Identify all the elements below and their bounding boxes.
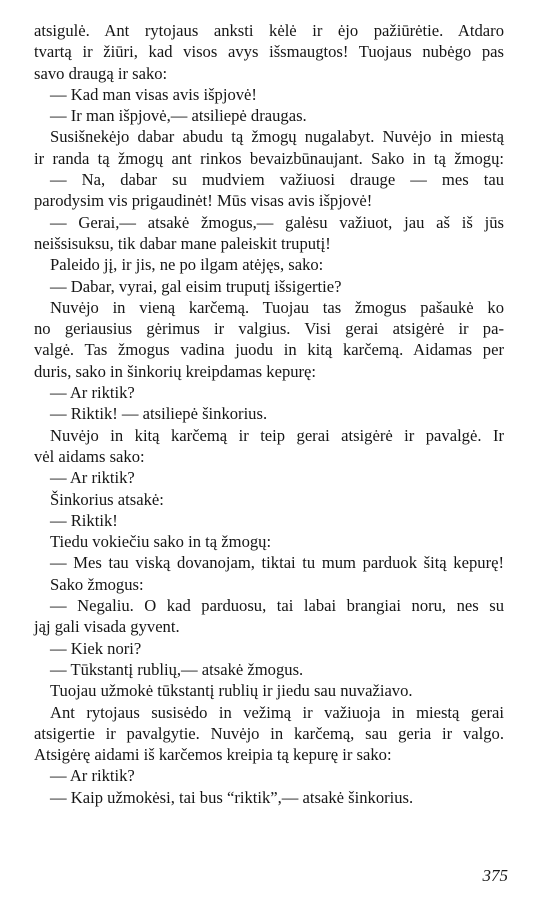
text-line: Nuvėjo in vieną karčemą. Tuojau tas žmogus pašaukė ko	[50, 297, 504, 317]
text-line: ir randa tą žmogų ant rinkos bevaizbūnaujant. Sako in tą žmogų:	[34, 148, 504, 168]
text-line: Sako žmogus:	[50, 574, 144, 594]
text-line: — Kiek nori?	[50, 638, 142, 658]
text-line: valgė. Tas žmogus vadina juodu in kitą karčemą. Aidamas per	[34, 340, 504, 360]
text-line: — Gerai,— atsakė žmogus,— galėsu važiuot, jau aš iš jūs	[50, 212, 504, 232]
text-line: — Riktik!	[50, 510, 118, 530]
text-line: Susišnekėjo dabar abudu tą žmogų nugalabyt. Nuvėjo in miestą	[50, 127, 504, 147]
text-line: vėl aidams sako:	[34, 446, 145, 466]
text-line: — Ar riktik?	[50, 383, 135, 403]
text-line: Ant rytojaus susisėdo in vežimą ir važiuoja in miestą gerai	[50, 702, 504, 722]
text-line: — Dabar, vyrai, gal eisim truputį išsigertie?	[50, 276, 342, 296]
text-line: atsigulė. Ant rytojaus anksti kėlė ir ėjo pažiūrėtie. Atdaro	[34, 21, 504, 40]
text-line: — Ir man išpjovė,— atsiliepė draugas.	[50, 106, 307, 126]
text-line: Tuojau užmokė tūkstantį rublių ir jiedu sau nuvažiavo.	[50, 681, 413, 701]
text-line: Atsigėrę aidami iš karčemos kreipia tą kepurę ir sako:	[34, 745, 392, 765]
page-number: 375	[482, 866, 508, 885]
text-line: savo draugą ir sako:	[34, 63, 168, 83]
text-line: tvartą ir žiūri, kad visos avys išsmaugtos! Tuojaus nubėgo pas	[34, 42, 504, 62]
text-line: — Negaliu. O kad parduosu, tai labai brangiai noru, nes su	[50, 596, 504, 616]
text-line: — Kad man visas avis išpjovė!	[50, 84, 257, 104]
text-line: Šinkorius atsakė:	[50, 489, 164, 509]
text-line: — Na, dabar su mudviem važiuosi drauge — mes tau	[50, 170, 504, 190]
text-line: — Ar riktik?	[50, 468, 135, 488]
text-line: — Ar riktik?	[50, 766, 135, 786]
text-line: neišsisuksu, tik dabar mane paleiskit truputį!	[34, 233, 331, 253]
text-line: parodysim vis prigaudinėt! Mūs visas avis išpjovė!	[34, 191, 373, 211]
text-line: duris, sako in šinkorių kreipdamas kepurę:	[34, 361, 317, 381]
text-line: — Tūkstantį rublių,— atsakė žmogus.	[50, 659, 304, 679]
text-line: atsigertie ir pavalgytie. Nuvėjo in karčemą, sau geria ir valgo.	[34, 723, 504, 743]
text-line: jąj gali visada gyvent.	[34, 617, 180, 637]
text-line: Tiedu vokiečiu sako in tą žmogų:	[50, 532, 272, 552]
text-line: no geriausius gėrimus ir valgius. Visi gerai atsigėrė ir pa-	[34, 319, 504, 339]
text-line: — Kaip užmokėsi, tai bus “riktik”,— atsakė šinkorius.	[50, 787, 414, 807]
body-text	[34, 20, 504, 808]
text-line: — Riktik! — atsiliepė šinkorius.	[50, 404, 268, 424]
text-line: Paleido jį, ir jis, ne po ilgam atėjęs, sako:	[50, 255, 324, 275]
text-line: — Mes tau viską dovanojam, tiktai tu mum parduok šitą kepurę!	[50, 553, 504, 573]
text-line: Nuvėjo in kitą karčemą ir teip gerai atsigėrė ir pavalgė. Ir	[50, 425, 504, 445]
